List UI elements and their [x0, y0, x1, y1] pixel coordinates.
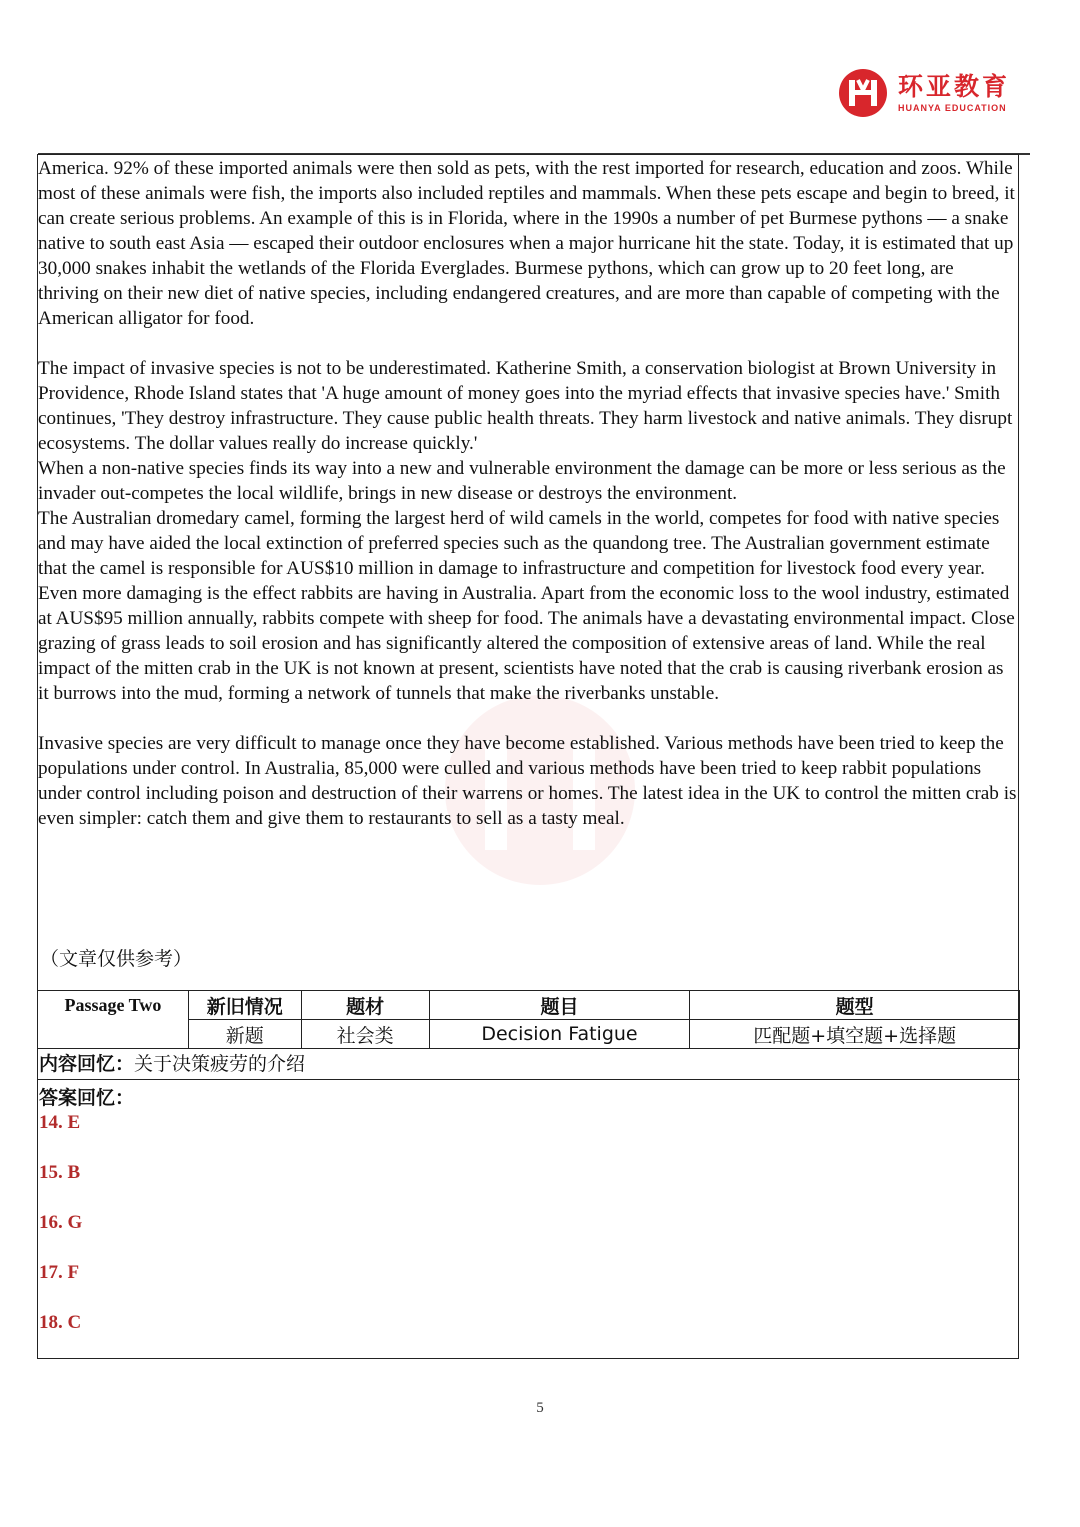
header-title: 题目 — [429, 991, 690, 1020]
paragraph: America. 92% of these imported animals were then sold as pets, with the rest imported for research, education and zoos. While most of these animals were fish, the imports also included reptiles and mammals. When these pets escape and begin to breed, it can create serious problems. An example of this is in Florida, where in the 1990s a number of pet Burmese pythons — a snake native to south east Asia — escaped their outdoor enclosures when a major hurricane hit the state. Today, it is estimated that up 30,000 snakes inhabit the wetlands of the Florida Everglades. Burmese pythons, which can grow up to 20 feet long, are thriving on their new diet of native species, including endangered creatures, and are more than capable of competing with the American alligator for food. — [38, 158, 1015, 329]
logo-name-en: HUANYA EDUCATION — [898, 103, 1007, 113]
page-number: 5 — [536, 1400, 544, 1416]
list-item: 14. E — [39, 1112, 81, 1133]
paragraph: Invasive species are very difficult to manage once they have become established. Various methods have been tried to keep the populations under control. In Australia, 85,000 were culled and various methods have been tried to keep rabbit populations under control including poison and destruction of their warrens or homes. The latest idea in the UK to control the mitten crab is even simpler: catch them and give them to restaurants to sell as a tasty meal. — [38, 733, 1017, 829]
list-item: 15. B — [39, 1162, 81, 1183]
list-item: 18. C — [39, 1312, 82, 1333]
logo-text — [898, 73, 1010, 113]
logo-name-cn: 环亚教育 — [898, 72, 1011, 101]
content-memory-row — [37, 1050, 1020, 1080]
list-item: 17. F — [39, 1262, 80, 1283]
paragraph: The impact of invasive species is not to be underestimated. Katherine Smith, a conservation biologist at Brown University in Providence, Rhode Island states that 'A huge amount of money goes into the myriad effects that invasive species have.' Smith continues, 'They destroy infrastructure. They cause public health threats. They harm livestock and native animals. They disrupt ecosystems. The dollar values really do increase quickly.' — [38, 358, 1013, 454]
cell-status: 新题 — [188, 1020, 301, 1049]
cell-title: Decision Fatigue — [429, 1020, 690, 1049]
header-question-type: 题型 — [690, 991, 1020, 1020]
passage-label: Passage Two — [38, 991, 189, 1049]
content-memory-label: 内容回忆： — [39, 1053, 135, 1075]
answer-list — [39, 1110, 82, 1360]
answer-memory-label: 答案回忆： — [39, 1087, 135, 1109]
list-item: 16. G — [39, 1212, 83, 1233]
content-memory-text: 关于决策疲劳的介绍 — [134, 1053, 306, 1075]
paragraph: The Australian dromedary camel, forming the largest herd of wild camels in the world, competes for food with native species and may have aided the local extinction of preferred species such as the quandong tree. The Australian government estimate that the camel is responsible for AUS$10 million in damage to infrastructure and competition for livestock food every year. Even more damaging is the effect rabbits are having in Australia. Apart from the economic loss to the wool industry, estimated at AUS$95 million annually, rabbits compete with sheep for food. The animals have a devastating environmental impact. Close grazing of grass leads to soil erosion and has significantly altered the composition of extensive areas of land. While the real impact of the mitten crab in the UK is not known at present, scientists have noted that the crab is causing riverbank erosion as it burrows into the mud, forming a network of tunnels that make the riverbanks unstable. — [38, 508, 1015, 704]
cell-topic: 社会类 — [301, 1020, 429, 1049]
brand-logo — [838, 68, 1010, 118]
paragraph: When a non-native species finds its way into a new and vulnerable environment the damage can be more or less serious as the invader out-competes the local wildlife, brings in new disease or destroys the environment. — [38, 458, 1006, 504]
cell-question-type: 匹配题+填空题+选择题 — [690, 1020, 1020, 1049]
table-row — [38, 991, 1020, 1020]
header-status: 新旧情况 — [188, 991, 301, 1020]
reference-note: （文章仅供参考） — [40, 948, 193, 970]
passage-text — [38, 156, 1018, 856]
header-topic: 题材 — [301, 991, 429, 1020]
huanya-logo-icon — [838, 68, 888, 118]
passage-info-table — [37, 990, 1020, 1049]
